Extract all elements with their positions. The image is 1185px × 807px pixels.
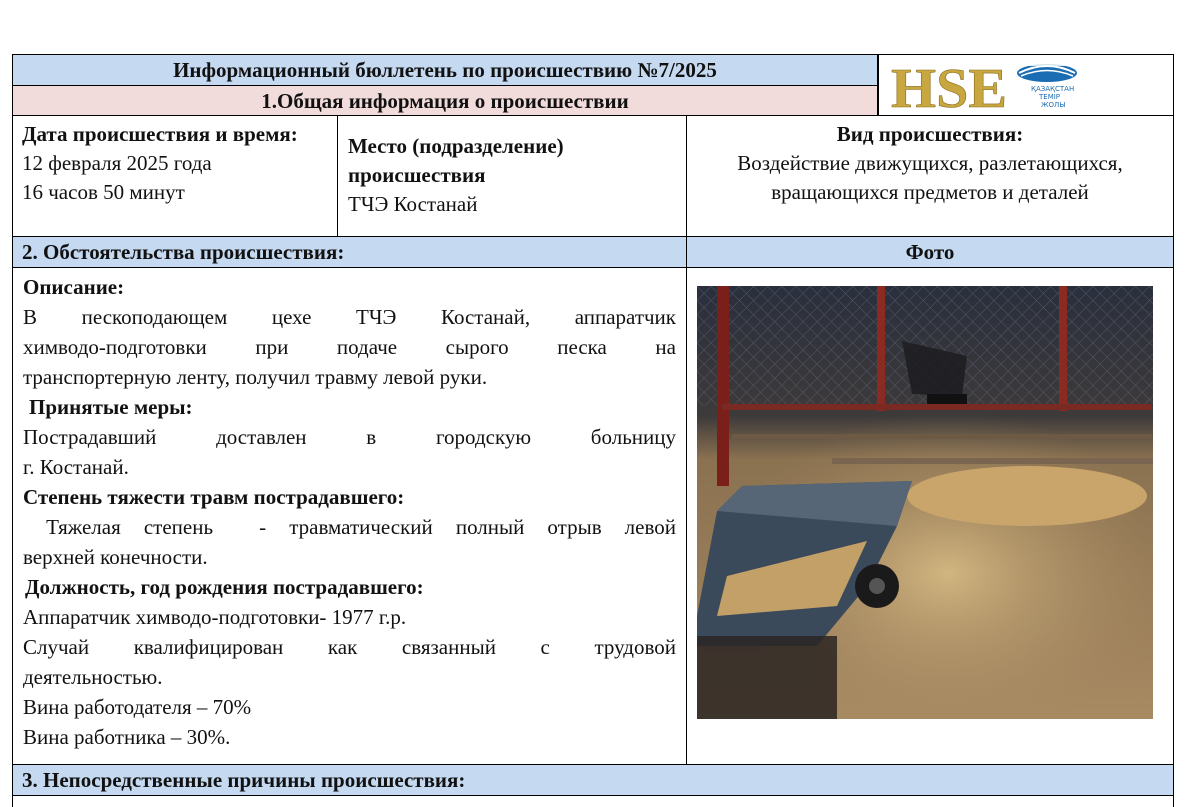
svg-text:HSE: HSE	[891, 58, 1007, 115]
qualification-line: деятельностью.	[23, 665, 163, 689]
severity-line: Тяжелая степень - травматический полный отрыв левой	[23, 515, 676, 539]
incident-type-value: Воздействие движущихся, разлетающихся, вращающихся предметов и деталей	[737, 151, 1123, 204]
hse-logo	[878, 54, 1174, 115]
date-value: 12 февраля 2025 года	[22, 151, 212, 175]
place-label: Место (подразделение) происшествия	[348, 134, 564, 187]
bulletin-title: Информационный бюллетень по происшествию №7/2025	[12, 54, 878, 85]
date-cell	[12, 115, 337, 236]
svg-text:ЖОЛЫ: ЖОЛЫ	[1041, 101, 1066, 109]
svg-text:ТЕМІР: ТЕМІР	[1039, 93, 1061, 101]
section1-title: 1.Общая информация о происшествии	[12, 85, 878, 115]
position-value: Аппаратчик химводо-подготовки- 1977 г.р.	[23, 605, 407, 629]
section3-body	[12, 795, 1174, 807]
place-value: ТЧЭ Костанай	[348, 192, 478, 216]
photo-title: Фото	[686, 236, 1174, 267]
incident-type-cell	[686, 115, 1174, 236]
description-label: Описание:	[23, 275, 125, 299]
measures-line: Пострадавший доставлен в городскую больницу	[23, 425, 676, 449]
measures-line: г. Костанай.	[23, 455, 129, 479]
incident-type-label: Вид происшествия:	[836, 122, 1024, 146]
employee-fault: Вина работника – 30%.	[23, 725, 231, 749]
circumstances-text	[12, 267, 686, 764]
position-label: Должность, год рождения пострадавшего:	[25, 575, 424, 599]
description-line: транспортерную ленту, получил травму левой руки.	[23, 365, 488, 389]
time-value: 16 часов 50 минут	[22, 180, 185, 204]
severity-line: верхней конечности.	[23, 545, 208, 569]
section2-title: 2. Обстоятельства происшествия:	[12, 236, 686, 267]
date-label: Дата происшествия и время:	[22, 122, 298, 146]
severity-label: Степень тяжести травм пострадавшего:	[23, 485, 405, 509]
measures-label: Принятые меры:	[29, 395, 193, 419]
ktz-emblem	[1017, 63, 1077, 109]
incident-photo	[697, 286, 1153, 719]
section3-title: 3. Непосредственные причины происшествия:	[12, 764, 1174, 795]
employer-fault: Вина работодателя – 70%	[23, 695, 252, 719]
svg-text:ҚАЗАҚСТАН: ҚАЗАҚСТАН	[1031, 85, 1075, 93]
hse-logo-graphic	[879, 55, 1173, 115]
place-cell	[337, 115, 686, 236]
description-line: химводо-подготовки при подаче сырого песка на	[23, 335, 676, 359]
photo-cell	[686, 267, 1174, 764]
description-line: В пескоподающем цехе ТЧЭ Костанай, аппаратчик	[23, 305, 676, 329]
qualification-line: Случай квалифицирован как связанный с трудовой	[23, 635, 676, 659]
